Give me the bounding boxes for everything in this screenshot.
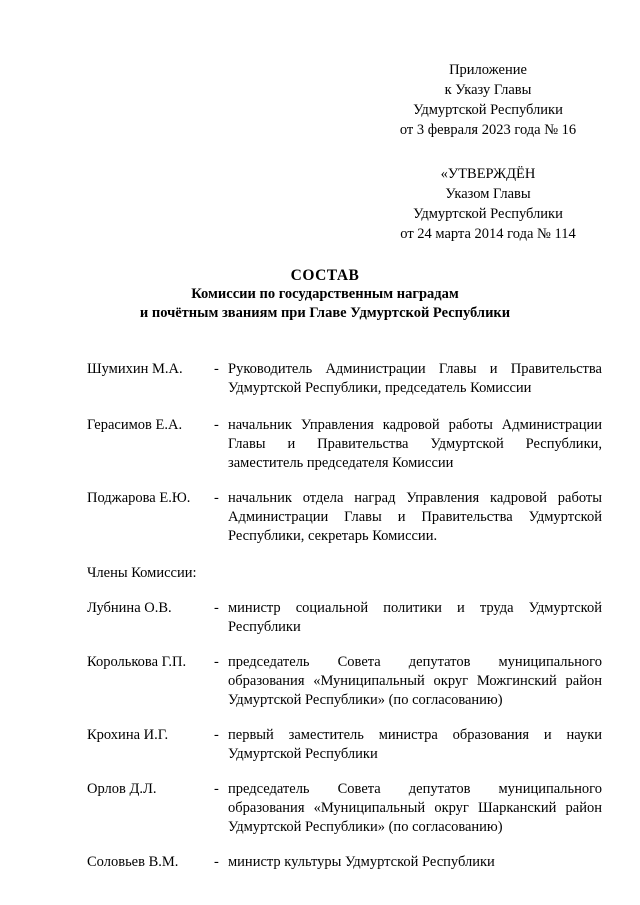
title-main: СОСТАВ	[290, 267, 360, 284]
member-position: председатель Совета депутатов муниципального образования «Муниципальный округ Шарканский район Удмуртской Республики» (по согласованию)	[228, 781, 602, 835]
member-row	[87, 599, 602, 637]
title-line-3: и почётным званиям при Главе Удмуртской Республики	[139, 305, 511, 321]
member-position: начальник Управления кадровой работы Администрации Главы и Правительства Удмуртской Республики, заместитель председателя Комиссии	[228, 417, 602, 471]
leadership-row	[87, 360, 602, 398]
member-name: Герасимов Е.А.	[87, 417, 183, 433]
member-row	[87, 780, 602, 837]
appendix-line-3: Удмуртской Республики	[413, 102, 563, 118]
member-name: Орлов Д.Л.	[87, 781, 157, 797]
member-position: начальник отдела наград Управления кадровой работы Администрации Главы и Правительства Удмуртской Республики, секретарь Комиссии.	[228, 490, 602, 544]
approval-line-1: «УТВЕРЖДЁН	[440, 166, 536, 182]
dash-separator: -	[214, 361, 219, 377]
dash-separator: -	[214, 417, 219, 433]
member-row	[87, 653, 602, 710]
dash-separator: -	[214, 854, 219, 870]
member-name: Поджарова Е.Ю.	[87, 490, 191, 506]
leadership-row	[87, 489, 602, 546]
member-name: Крохина И.Г.	[87, 727, 169, 743]
dash-separator: -	[214, 727, 219, 743]
approval-stamp-block	[388, 164, 588, 244]
appendix-block	[388, 60, 588, 140]
appendix-line-4: от 3 февраля 2023 года № 16	[399, 122, 577, 138]
approval-line-2: Указом Главы	[445, 186, 531, 202]
dash-separator: -	[214, 781, 219, 797]
member-position: министр социальной политики и труда Удмуртской Республики	[228, 600, 602, 635]
member-position: первый заместитель министра образования и науки Удмуртской Республики	[228, 727, 602, 762]
member-name: Шумихин М.А.	[87, 361, 183, 377]
approval-line-3: Удмуртской Республики	[413, 206, 563, 222]
appendix-line-1: Приложение	[449, 62, 527, 78]
member-row	[87, 726, 602, 764]
member-position: министр культуры Удмуртской Республики	[228, 854, 495, 870]
members-heading: Члены Комиссии:	[87, 565, 197, 581]
dash-separator: -	[214, 654, 219, 670]
dash-separator: -	[214, 490, 219, 506]
member-position: Руководитель Администрации Главы и Правительства Удмуртской Республики, председатель Комиссии	[228, 361, 602, 396]
appendix-line-2: к Указу Главы	[444, 82, 532, 98]
member-name: Соловьев В.М.	[87, 854, 179, 870]
dash-separator: -	[214, 600, 219, 616]
member-row	[87, 853, 602, 872]
approval-line-4: от 24 марта 2014 года № 114	[400, 226, 576, 242]
document-title	[60, 266, 590, 323]
member-position: председатель Совета депутатов муниципального образования «Муниципальный округ Можгинский район Удмуртской Республики» (по согласованию)	[228, 654, 602, 708]
member-name: Лубнина О.В.	[87, 600, 172, 616]
composition-list	[87, 360, 602, 872]
title-line-2: Комиссии по государственным наградам	[191, 286, 459, 302]
leadership-row	[87, 416, 602, 473]
member-name: Королькова Г.П.	[87, 654, 187, 670]
